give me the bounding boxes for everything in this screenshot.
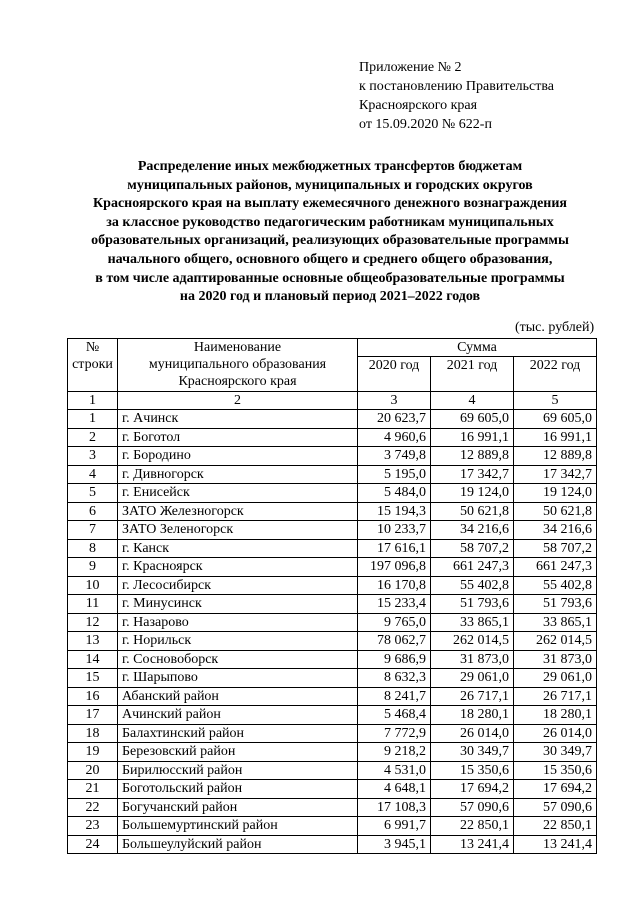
- table-row: [68, 835, 597, 854]
- table-row: [68, 484, 597, 503]
- amount-2020: 8 241,7: [358, 687, 431, 706]
- header-text: муниципального образования: [148, 357, 327, 372]
- table-row: [68, 724, 597, 743]
- title-line: Распределение иных межбюджетных трансфертов бюджетам: [137, 159, 523, 174]
- title-line: Красноярского края на выплату ежемесячного денежного вознаграждения: [93, 196, 567, 212]
- table-body: [68, 410, 597, 854]
- amount-2020: 4 648,1: [358, 780, 431, 799]
- row-number: 20: [68, 761, 118, 780]
- amount-2020: 3 945,1: [358, 835, 431, 854]
- table-row: [68, 817, 597, 836]
- row-number: 19: [68, 743, 118, 762]
- row-number: 21: [68, 780, 118, 799]
- amount-2022: 661 247,3: [514, 558, 597, 577]
- column-number: 4: [431, 392, 514, 410]
- amount-2020: 15 233,4: [358, 595, 431, 614]
- amount-2020: 15 194,3: [358, 502, 431, 521]
- municipality-name: Абанский район: [118, 687, 358, 706]
- amount-2021: 262 014,5: [431, 632, 514, 651]
- table-row: [68, 798, 597, 817]
- amount-2021: 26 014,0: [431, 724, 514, 743]
- amount-2021: 15 350,6: [431, 761, 514, 780]
- header-text: №: [85, 340, 100, 355]
- title-line: в том числе адаптированные основные общеобразовательные программы: [95, 270, 565, 286]
- table-row: [68, 428, 597, 447]
- row-number: 11: [68, 595, 118, 614]
- header-text: строки: [72, 357, 113, 372]
- amount-2021: 19 124,0: [431, 484, 514, 503]
- amount-2020: 9 218,2: [358, 743, 431, 762]
- amount-2021: 31 873,0: [431, 650, 514, 669]
- table-row: [68, 410, 597, 429]
- row-number: 12: [68, 613, 118, 632]
- municipality-name: г. Минусинск: [118, 595, 358, 614]
- amount-2021: 17 694,2: [431, 780, 514, 799]
- municipality-name: Большемуртинский район: [118, 817, 358, 836]
- amount-2020: 4 960,6: [358, 428, 431, 447]
- amount-2021: 29 061,0: [431, 669, 514, 688]
- table-row: [68, 687, 597, 706]
- row-number: 17: [68, 706, 118, 725]
- municipality-name: г. Сосновоборск: [118, 650, 358, 669]
- table-row: [68, 558, 597, 577]
- amount-2021: 57 090,6: [431, 798, 514, 817]
- municipality-name: г. Канск: [118, 539, 358, 558]
- row-number: 15: [68, 669, 118, 688]
- municipality-name: ЗАТО Железногорск: [118, 502, 358, 521]
- amount-2020: 20 623,7: [358, 410, 431, 429]
- municipality-name: г. Ачинск: [118, 410, 358, 429]
- amount-2022: 26 717,1: [514, 687, 597, 706]
- table-row: [68, 706, 597, 725]
- amount-2022: 17 342,7: [514, 465, 597, 484]
- municipality-name: г. Норильск: [118, 632, 358, 651]
- table-row: [68, 576, 597, 595]
- amount-2021: 51 793,6: [431, 595, 514, 614]
- distribution-table: [67, 338, 597, 854]
- title-line: образовательных организаций, реализующих образовательные программы: [91, 233, 569, 249]
- amount-2022: 29 061,0: [514, 669, 597, 688]
- amount-2020: 3 749,8: [358, 447, 431, 466]
- appendix-line: от 15.09.2020 № 622-п: [359, 117, 492, 132]
- row-number: 24: [68, 835, 118, 854]
- municipality-name: г. Лесосибирск: [118, 576, 358, 595]
- table-row: [68, 539, 597, 558]
- row-number: 7: [68, 521, 118, 540]
- table-row: [68, 595, 597, 614]
- municipality-name: г. Шарыпово: [118, 669, 358, 688]
- row-number: 3: [68, 447, 118, 466]
- header-2021: 2021 год: [431, 357, 514, 392]
- amount-2021: 22 850,1: [431, 817, 514, 836]
- row-number: 8: [68, 539, 118, 558]
- municipality-name: г. Енисейск: [118, 484, 358, 503]
- amount-2020: 9 686,9: [358, 650, 431, 669]
- header-text: Наименование: [193, 340, 282, 355]
- title-line: за классное руководство педагогическим работникам муниципальных: [106, 214, 554, 230]
- row-number: 9: [68, 558, 118, 577]
- amount-2020: 7 772,9: [358, 724, 431, 743]
- amount-2022: 19 124,0: [514, 484, 597, 503]
- amount-2022: 17 694,2: [514, 780, 597, 799]
- header-name: [118, 339, 358, 392]
- amount-2021: 13 241,4: [431, 835, 514, 854]
- appendix-line: Красноярского края: [359, 98, 478, 113]
- amount-2021: 58 707,2: [431, 539, 514, 558]
- amount-2022: 30 349,7: [514, 743, 597, 762]
- amount-2021: 17 342,7: [431, 465, 514, 484]
- amount-2020: 197 096,8: [358, 558, 431, 577]
- table-row: [68, 465, 597, 484]
- header-sum: Сумма: [358, 339, 597, 357]
- amount-2021: 33 865,1: [431, 613, 514, 632]
- amount-2021: 69 605,0: [431, 410, 514, 429]
- amount-2022: 31 873,0: [514, 650, 597, 669]
- amount-2022: 58 707,2: [514, 539, 597, 558]
- table-row: [68, 447, 597, 466]
- table-row: [68, 650, 597, 669]
- municipality-name: ЗАТО Зеленогорск: [118, 521, 358, 540]
- amount-2020: 5 484,0: [358, 484, 431, 503]
- amount-2020: 6 991,7: [358, 817, 431, 836]
- row-number: 14: [68, 650, 118, 669]
- amount-2020: 17 108,3: [358, 798, 431, 817]
- header-2022: 2022 год: [514, 357, 597, 392]
- amount-2022: 12 889,8: [514, 447, 597, 466]
- row-number: 1: [68, 410, 118, 429]
- appendix-line: Приложение № 2: [359, 60, 462, 75]
- table-row: [68, 632, 597, 651]
- table-row: [68, 761, 597, 780]
- amount-2022: 57 090,6: [514, 798, 597, 817]
- amount-2021: 50 621,8: [431, 502, 514, 521]
- title-line: на 2020 год и плановый период 2021–2022 годов: [179, 289, 481, 305]
- amount-2021: 12 889,8: [431, 447, 514, 466]
- row-number: 16: [68, 687, 118, 706]
- amount-2020: 16 170,8: [358, 576, 431, 595]
- amount-2020: 10 233,7: [358, 521, 431, 540]
- municipality-name: Ачинский район: [118, 706, 358, 725]
- row-number: 22: [68, 798, 118, 817]
- amount-2022: 51 793,6: [514, 595, 597, 614]
- amount-2022: 15 350,6: [514, 761, 597, 780]
- amount-2022: 34 216,6: [514, 521, 597, 540]
- column-number: 2: [118, 392, 358, 410]
- amount-2021: 26 717,1: [431, 687, 514, 706]
- municipality-name: г. Бородино: [118, 447, 358, 466]
- amount-2022: 262 014,5: [514, 632, 597, 651]
- amount-2020: 5 468,4: [358, 706, 431, 725]
- units-label: (тыс. рублей): [515, 320, 595, 335]
- table-row: [68, 502, 597, 521]
- table-row: [68, 743, 597, 762]
- row-number: 5: [68, 484, 118, 503]
- amount-2020: 17 616,1: [358, 539, 431, 558]
- column-number: 5: [514, 392, 597, 410]
- appendix-line: к постановлению Правительства: [359, 79, 555, 94]
- municipality-name: г. Красноярск: [118, 558, 358, 577]
- amount-2022: 22 850,1: [514, 817, 597, 836]
- row-number: 10: [68, 576, 118, 595]
- amount-2021: 30 349,7: [431, 743, 514, 762]
- header-text: Красноярского края: [178, 374, 297, 389]
- amount-2020: 4 531,0: [358, 761, 431, 780]
- amount-2021: 18 280,1: [431, 706, 514, 725]
- municipality-name: Богучанский район: [118, 798, 358, 817]
- amount-2021: 34 216,6: [431, 521, 514, 540]
- table-row: [68, 669, 597, 688]
- header-row-number: [68, 339, 118, 392]
- amount-2022: 13 241,4: [514, 835, 597, 854]
- municipality-name: Большеулуйский район: [118, 835, 358, 854]
- amount-2022: 69 605,0: [514, 410, 597, 429]
- municipality-name: Березовский район: [118, 743, 358, 762]
- municipality-name: г. Назарово: [118, 613, 358, 632]
- table-row: [68, 613, 597, 632]
- row-number: 4: [68, 465, 118, 484]
- row-number: 13: [68, 632, 118, 651]
- title-line: муниципальных районов, муниципальных и городских округов: [127, 177, 533, 193]
- row-number: 18: [68, 724, 118, 743]
- municipality-name: Балахтинский район: [118, 724, 358, 743]
- row-number: 2: [68, 428, 118, 447]
- table-row: [68, 521, 597, 540]
- amount-2022: 26 014,0: [514, 724, 597, 743]
- column-number: 3: [358, 392, 431, 410]
- amount-2020: 9 765,0: [358, 613, 431, 632]
- column-number: 1: [68, 392, 118, 410]
- document-title: [40, 158, 620, 307]
- appendix-reference: [359, 58, 629, 134]
- row-number: 6: [68, 502, 118, 521]
- amount-2022: 33 865,1: [514, 613, 597, 632]
- amount-2020: 8 632,3: [358, 669, 431, 688]
- amount-2021: 661 247,3: [431, 558, 514, 577]
- table-row: [68, 780, 597, 799]
- amount-2020: 5 195,0: [358, 465, 431, 484]
- amount-2021: 55 402,8: [431, 576, 514, 595]
- amount-2022: 18 280,1: [514, 706, 597, 725]
- row-number: 23: [68, 817, 118, 836]
- municipality-name: Бирилюсский район: [118, 761, 358, 780]
- amount-2022: 50 621,8: [514, 502, 597, 521]
- amount-2022: 55 402,8: [514, 576, 597, 595]
- municipality-name: Боготольский район: [118, 780, 358, 799]
- title-line: начального общего, основного общего и среднего общего образования,: [107, 251, 553, 267]
- amount-2022: 16 991,1: [514, 428, 597, 447]
- amount-2020: 78 062,7: [358, 632, 431, 651]
- header-2020: 2020 год: [358, 357, 431, 392]
- amount-2021: 16 991,1: [431, 428, 514, 447]
- municipality-name: г. Боготол: [118, 428, 358, 447]
- municipality-name: г. Дивногорск: [118, 465, 358, 484]
